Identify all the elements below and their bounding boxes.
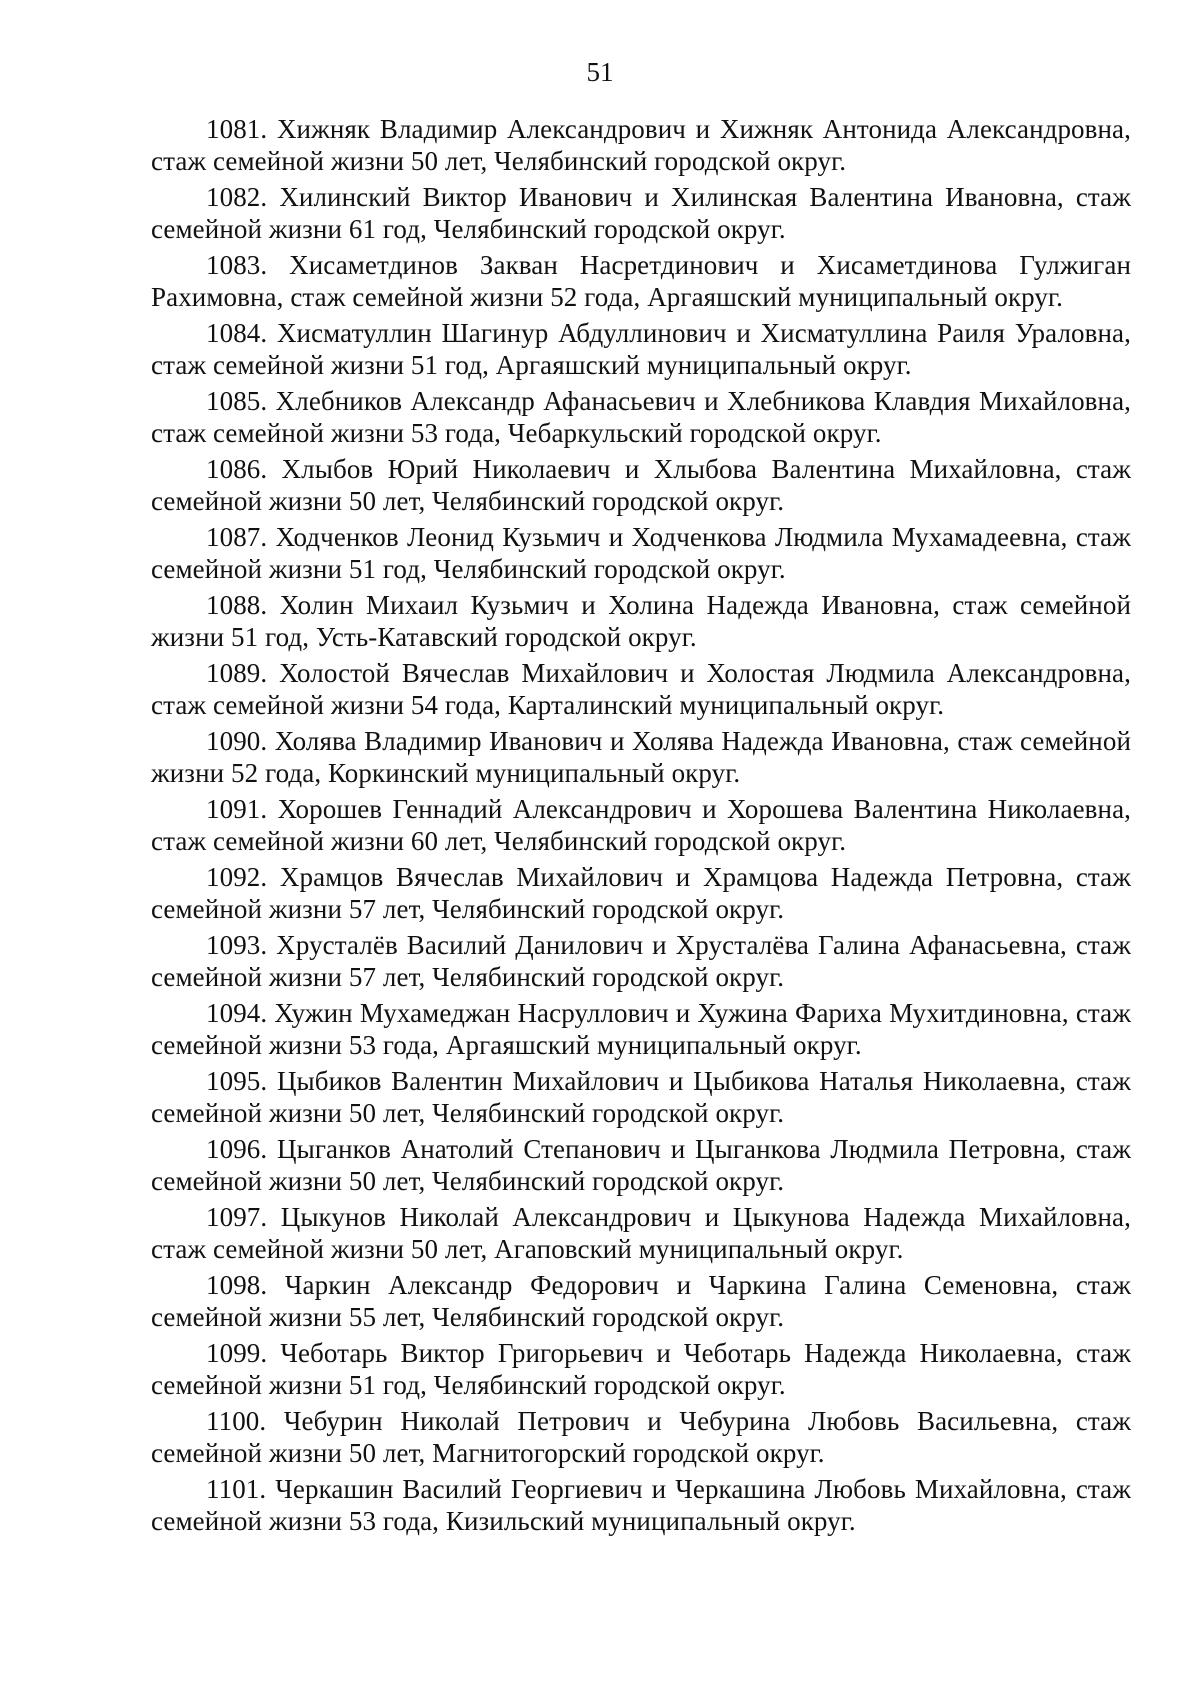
entry-text: Хлебников Александр Афанасьевич и Хлебникова Клавдия Михайловна, стаж семейной жизни 53 года, Чебаркульский городской округ. [151,386,1131,448]
list-item [151,181,1131,245]
entry-number: 1088. [206,590,268,620]
entry-number: 1100. [206,1406,267,1436]
list-item [151,1133,1131,1197]
entry-text: Цыкунов Николай Александрович и Цыкунова Надежда Михайловна, стаж семейной жизни 50 лет, Агаповский муниципальный округ. [151,1202,1131,1264]
list-item [151,861,1131,925]
entry-text: Хужин Мухамеджан Насруллович и Хужина Фариха Мухитдиновна, стаж семейной жизни 53 года, Аргаяшский муниципальный округ. [151,998,1131,1060]
entry-text: Цыганков Анатолий Степанович и Цыганкова Людмила Петровна, стаж семейной жизни 50 лет, Челябинский городской округ. [151,1134,1131,1196]
entry-number: 1094. [206,998,268,1028]
entry-number: 1096. [206,1134,268,1164]
entry-text: Холин Михаил Кузьмич и Холина Надежда Ивановна, стаж семейной жизни 51 год, Усть-Катавский городской округ. [151,590,1131,652]
entry-number: 1089. [206,658,268,688]
list-item [151,1337,1131,1401]
entry-text: Цыбиков Валентин Михайлович и Цыбикова Наталья Николаевна, стаж семейной жизни 50 лет, Челябинский городской округ. [151,1066,1131,1128]
list-item [151,249,1131,313]
entry-number: 1092. [206,862,268,892]
list-item [151,1405,1131,1469]
list-item [151,521,1131,585]
entry-text: Хилинский Виктор Иванович и Хилинская Валентина Ивановна, стаж семейной жизни 61 год, Челябинский городской округ. [151,182,1131,244]
list-item [151,589,1131,653]
entry-number: 1099. [206,1338,268,1368]
entry-number: 1097. [206,1202,268,1232]
list-item [151,997,1131,1061]
entry-text: Храмцов Вячеслав Михайлович и Храмцова Надежда Петровна, стаж семейной жизни 57 лет, Челябинский городской округ. [151,862,1131,924]
entry-text: Хисаметдинов Закван Насретдинович и Хисаметдинова Гулжиган Рахимовна, стаж семейной жизни 52 года, Аргаяшский муниципальный округ. [151,250,1131,312]
list-item [151,113,1131,177]
entry-number: 1083. [206,250,268,280]
entry-number: 1101. [206,1474,267,1504]
list-item [151,317,1131,381]
entry-number: 1084. [206,318,268,348]
entry-text: Чеботарь Виктор Григорьевич и Чеботарь Надежда Николаевна, стаж семейной жизни 51 год, Челябинский городской округ. [151,1338,1131,1400]
entry-text: Хорошев Геннадий Александрович и Хорошева Валентина Николаевна, стаж семейной жизни 60 лет, Челябинский городской округ. [151,794,1131,856]
entry-number: 1091. [206,794,268,824]
list-item [151,929,1131,993]
list-item [151,1269,1131,1333]
entry-number: 1085. [206,386,268,416]
entry-text: Хижняк Владимир Александрович и Хижняк Антонида Александровна, стаж семейной жизни 50 лет, Челябинский городской округ. [151,114,1131,176]
entry-text: Хисматуллин Шагинур Абдуллинович и Хисматуллина Раиля Ураловна, стаж семейной жизни 51 год, Аргаяшский муниципальный округ. [151,318,1131,380]
list-item [151,1065,1131,1129]
entry-number: 1087. [206,522,268,552]
entry-text: Хлыбов Юрий Николаевич и Хлыбова Валентина Михайловна, стаж семейной жизни 50 лет, Челябинский городской округ. [151,454,1131,516]
entry-text: Чебурин Николай Петрович и Чебурина Любовь Васильевна, стаж семейной жизни 50 лет, Магнитогорский городской округ. [151,1406,1132,1468]
list-item [151,1473,1131,1537]
list-item [151,453,1131,517]
entry-list [151,113,1131,1541]
entry-number: 1081. [206,114,268,144]
entry-number: 1098. [206,1270,268,1300]
list-item [151,1201,1131,1265]
entry-text: Чаркин Александр Федорович и Чаркина Галина Семеновна, стаж семейной жизни 55 лет, Челябинский городской округ. [151,1270,1131,1332]
entry-text: Черкашин Василий Георгиевич и Черкашина Любовь Михайловна, стаж семейной жизни 53 года, Кизильский муниципальный округ. [151,1474,1131,1536]
list-item [151,793,1131,857]
entry-text: Холява Владимир Иванович и Холява Надежда Ивановна, стаж семейной жизни 52 года, Коркинский муниципальный округ. [151,726,1131,788]
entry-number: 1090. [206,726,268,756]
entry-text: Ходченков Леонид Кузьмич и Ходченкова Людмила Мухамадеевна, стаж семейной жизни 51 год, Челябинский городской округ. [151,522,1131,584]
list-item [151,385,1131,449]
entry-number: 1086. [206,454,268,484]
entry-number: 1095. [206,1066,268,1096]
entry-number: 1082. [206,182,268,212]
entry-text: Хрусталёв Василий Данилович и Хрусталёва Галина Афанасьевна, стаж семейной жизни 57 лет, Челябинский городской округ. [151,930,1131,992]
list-item [151,657,1131,721]
list-item [151,725,1131,789]
page-number: 51 [586,57,614,87]
entry-text: Холостой Вячеслав Михайлович и Холостая Людмила Александровна, стаж семейной жизни 54 года, Карталинский муниципальный округ. [151,658,1131,720]
entry-number: 1093. [206,930,268,960]
